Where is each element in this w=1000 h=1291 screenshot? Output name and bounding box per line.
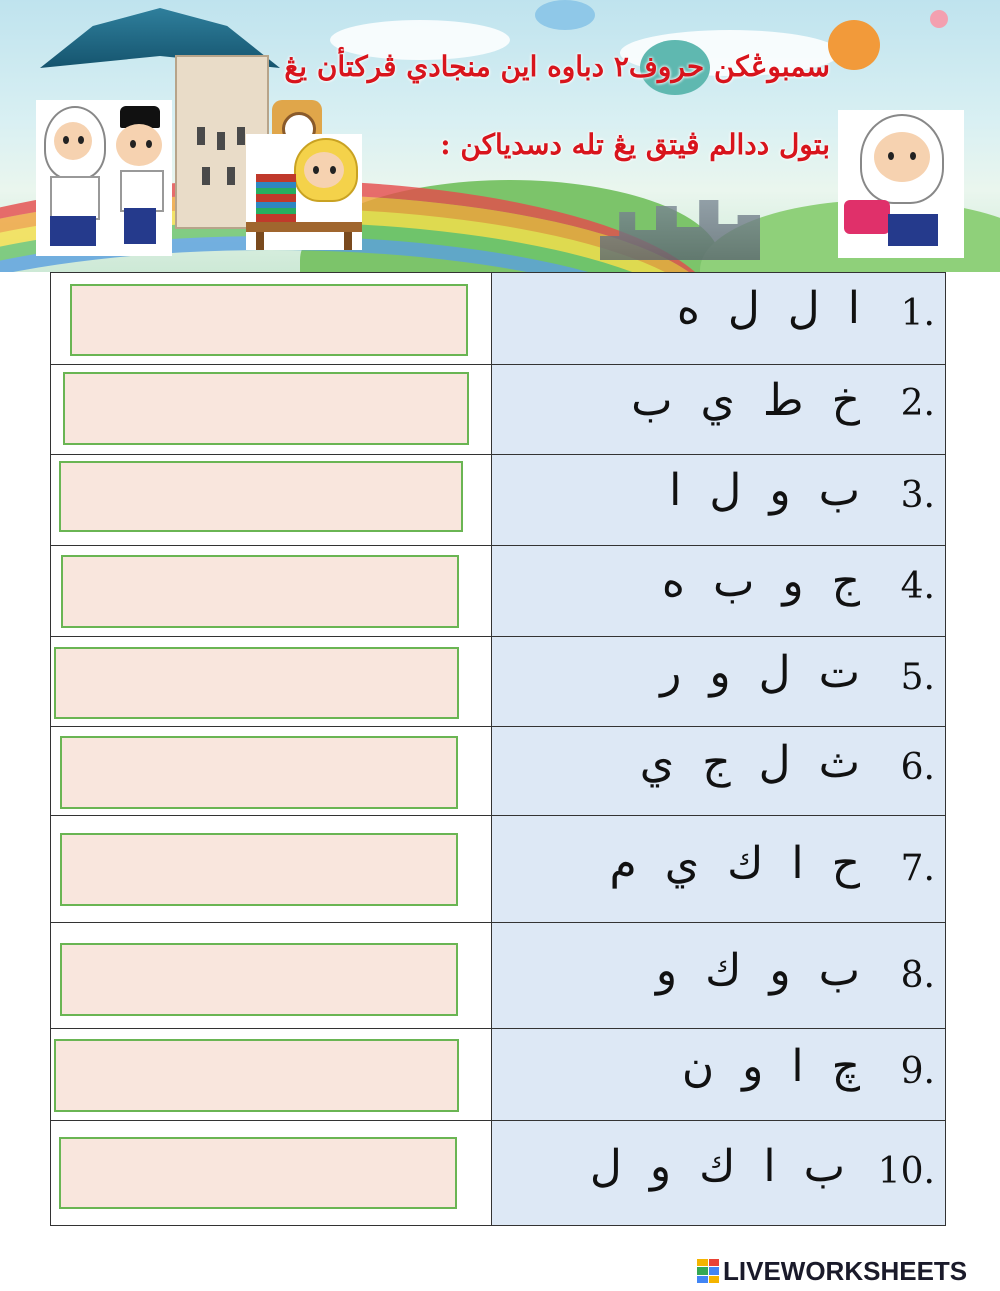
hot-air-balloon-icon <box>535 0 595 30</box>
table-row <box>51 1120 945 1225</box>
answer-input-7[interactable] <box>60 833 458 906</box>
answer-cell <box>51 923 492 1028</box>
question-cell <box>492 923 945 1028</box>
answer-cell <box>51 1029 492 1120</box>
answer-cell <box>51 727 492 815</box>
liveworksheets-logo[interactable] <box>697 1256 967 1286</box>
question-cell <box>492 365 945 454</box>
table-row <box>51 726 945 815</box>
instruction-line-1: سمبوڠكن حروف٢ دباوه اين منجادي ڤركتأن يڠ <box>284 50 830 83</box>
question-letters: ح ا ك ي م <box>609 838 860 889</box>
question-cell <box>492 455 945 545</box>
answer-input-3[interactable] <box>59 461 463 532</box>
question-number: 3. <box>900 475 935 516</box>
balloon-icon <box>828 20 880 70</box>
answer-cell <box>51 455 492 545</box>
answer-input-2[interactable] <box>63 372 469 445</box>
question-number: 5. <box>900 657 935 698</box>
question-cell <box>492 816 945 922</box>
table-row <box>51 1028 945 1120</box>
answer-cell <box>51 1121 492 1225</box>
answer-cell <box>51 816 492 922</box>
table-row <box>51 636 945 726</box>
question-number: 4. <box>900 566 935 607</box>
question-letters: ت ل و ر <box>660 647 860 698</box>
question-letters: ث ل ج ي <box>639 737 860 788</box>
question-letters: ب ا ك و ل <box>589 1141 845 1192</box>
studying-girl-illustration <box>246 134 362 250</box>
answer-cell <box>51 365 492 454</box>
table-row <box>51 922 945 1028</box>
question-cell <box>492 273 945 364</box>
answer-input-8[interactable] <box>60 943 458 1016</box>
question-letters: ب و ل ا <box>669 465 860 516</box>
answer-cell <box>51 546 492 636</box>
answer-input-1[interactable] <box>70 284 468 356</box>
question-letters: ب و ك و <box>655 945 860 996</box>
answer-input-5[interactable] <box>54 647 459 719</box>
balloon-icon <box>930 10 948 28</box>
question-number: 7. <box>900 848 935 889</box>
question-number: 10. <box>877 1151 935 1192</box>
table-row <box>51 545 945 636</box>
instruction-line-2: بتول ددالم ڤيتق يڠ تله دسدياكن : <box>440 128 830 161</box>
girl-with-bag-illustration <box>838 110 964 258</box>
question-letters: ج و ب ه <box>661 556 860 607</box>
worksheet-table <box>50 272 946 1226</box>
kids-illustration <box>36 100 172 256</box>
answer-input-9[interactable] <box>54 1039 459 1112</box>
answer-cell <box>51 273 492 364</box>
question-number: 1. <box>900 293 935 334</box>
question-cell <box>492 1121 945 1225</box>
table-row <box>51 364 945 454</box>
question-letters: خ ط ي ب <box>631 375 860 426</box>
logo-text: LIVEWORKSHEETS <box>723 1255 968 1286</box>
question-cell <box>492 546 945 636</box>
answer-input-10[interactable] <box>59 1137 457 1209</box>
question-number: 9. <box>900 1051 935 1092</box>
table-row <box>51 815 945 922</box>
question-letters: چ ا و ن <box>681 1041 860 1092</box>
liveworksheets-logo-icon <box>697 1259 719 1283</box>
answer-input-4[interactable] <box>61 555 459 628</box>
question-number: 8. <box>900 955 935 996</box>
question-cell <box>492 1029 945 1120</box>
table-row <box>51 454 945 545</box>
question-cell <box>492 637 945 726</box>
question-number: 6. <box>900 747 935 788</box>
header-banner <box>0 0 1000 272</box>
answer-input-6[interactable] <box>60 736 458 809</box>
answer-cell <box>51 637 492 726</box>
question-cell <box>492 727 945 815</box>
question-letters: ا ل ل ه <box>676 283 860 334</box>
table-row <box>51 273 945 364</box>
question-number: 2. <box>900 383 935 424</box>
